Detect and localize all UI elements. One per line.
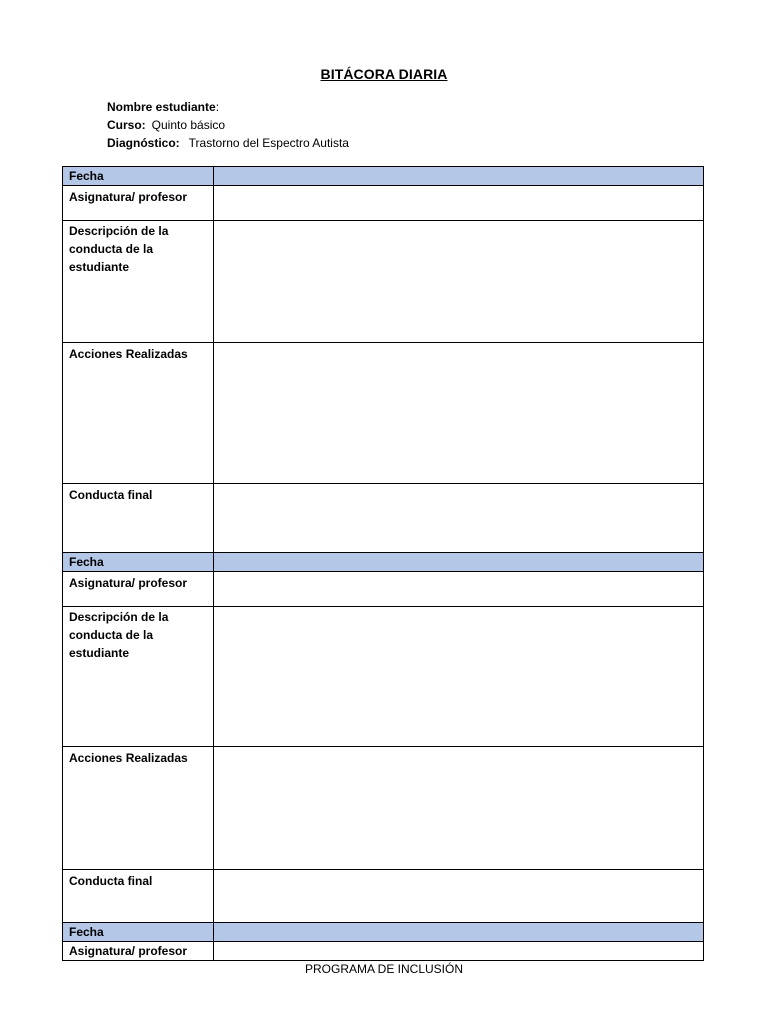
student-info xyxy=(107,98,349,152)
final-behavior-label: Conducta final xyxy=(63,484,214,553)
student-name-label: Nombre estudiante xyxy=(107,100,216,114)
date-row xyxy=(63,167,704,186)
behavior-row xyxy=(63,607,704,747)
page-footer: PROGRAMA DE INCLUSIÓN xyxy=(304,962,464,976)
actions-cell[interactable] xyxy=(214,343,704,484)
behavior-row xyxy=(63,221,704,343)
date-row xyxy=(63,923,704,942)
date-row xyxy=(63,553,704,572)
subject-cell[interactable] xyxy=(214,572,704,607)
actions-label: Acciones Realizadas xyxy=(63,343,214,484)
subject-label: Asignatura/ profesor xyxy=(63,186,214,221)
course-row xyxy=(107,116,349,134)
student-name-colon: : xyxy=(215,100,220,114)
behavior-cell[interactable] xyxy=(214,221,704,343)
final-behavior-cell[interactable] xyxy=(214,484,704,553)
date-label: Fecha xyxy=(63,553,214,572)
behavior-cell[interactable] xyxy=(214,607,704,747)
final-behavior-row xyxy=(63,484,704,553)
diagnosis-value[interactable]: Trastorno del Espectro Autista xyxy=(188,136,349,150)
final-behavior-row xyxy=(63,870,704,923)
date-cell[interactable] xyxy=(214,923,704,942)
student-name-row xyxy=(107,98,349,116)
date-cell[interactable] xyxy=(214,553,704,572)
behavior-label: Descripción de la conducta de la estudiante xyxy=(63,221,214,343)
final-behavior-label: Conducta final xyxy=(63,870,214,923)
subject-row xyxy=(63,942,704,961)
actions-row xyxy=(63,343,704,484)
diagnosis-row xyxy=(107,134,349,152)
date-label: Fecha xyxy=(63,923,214,942)
actions-label: Acciones Realizadas xyxy=(63,747,214,870)
actions-row xyxy=(63,747,704,870)
document-title: BITÁCORA DIARIA xyxy=(320,66,448,82)
subject-cell[interactable] xyxy=(214,186,704,221)
course-label: Curso: xyxy=(107,118,146,132)
daily-log-table xyxy=(62,166,704,961)
behavior-label: Descripción de la conducta de la estudiante xyxy=(63,607,214,747)
subject-label: Asignatura/ profesor xyxy=(63,572,214,607)
actions-cell[interactable] xyxy=(214,747,704,870)
subject-label: Asignatura/ profesor xyxy=(63,942,214,961)
date-label: Fecha xyxy=(63,167,214,186)
subject-row xyxy=(63,572,704,607)
course-value[interactable]: Quinto básico xyxy=(151,118,226,132)
subject-row xyxy=(63,186,704,221)
diagnosis-label: Diagnóstico: xyxy=(107,136,180,150)
final-behavior-cell[interactable] xyxy=(214,870,704,923)
subject-cell[interactable] xyxy=(214,942,704,961)
date-cell[interactable] xyxy=(214,167,704,186)
